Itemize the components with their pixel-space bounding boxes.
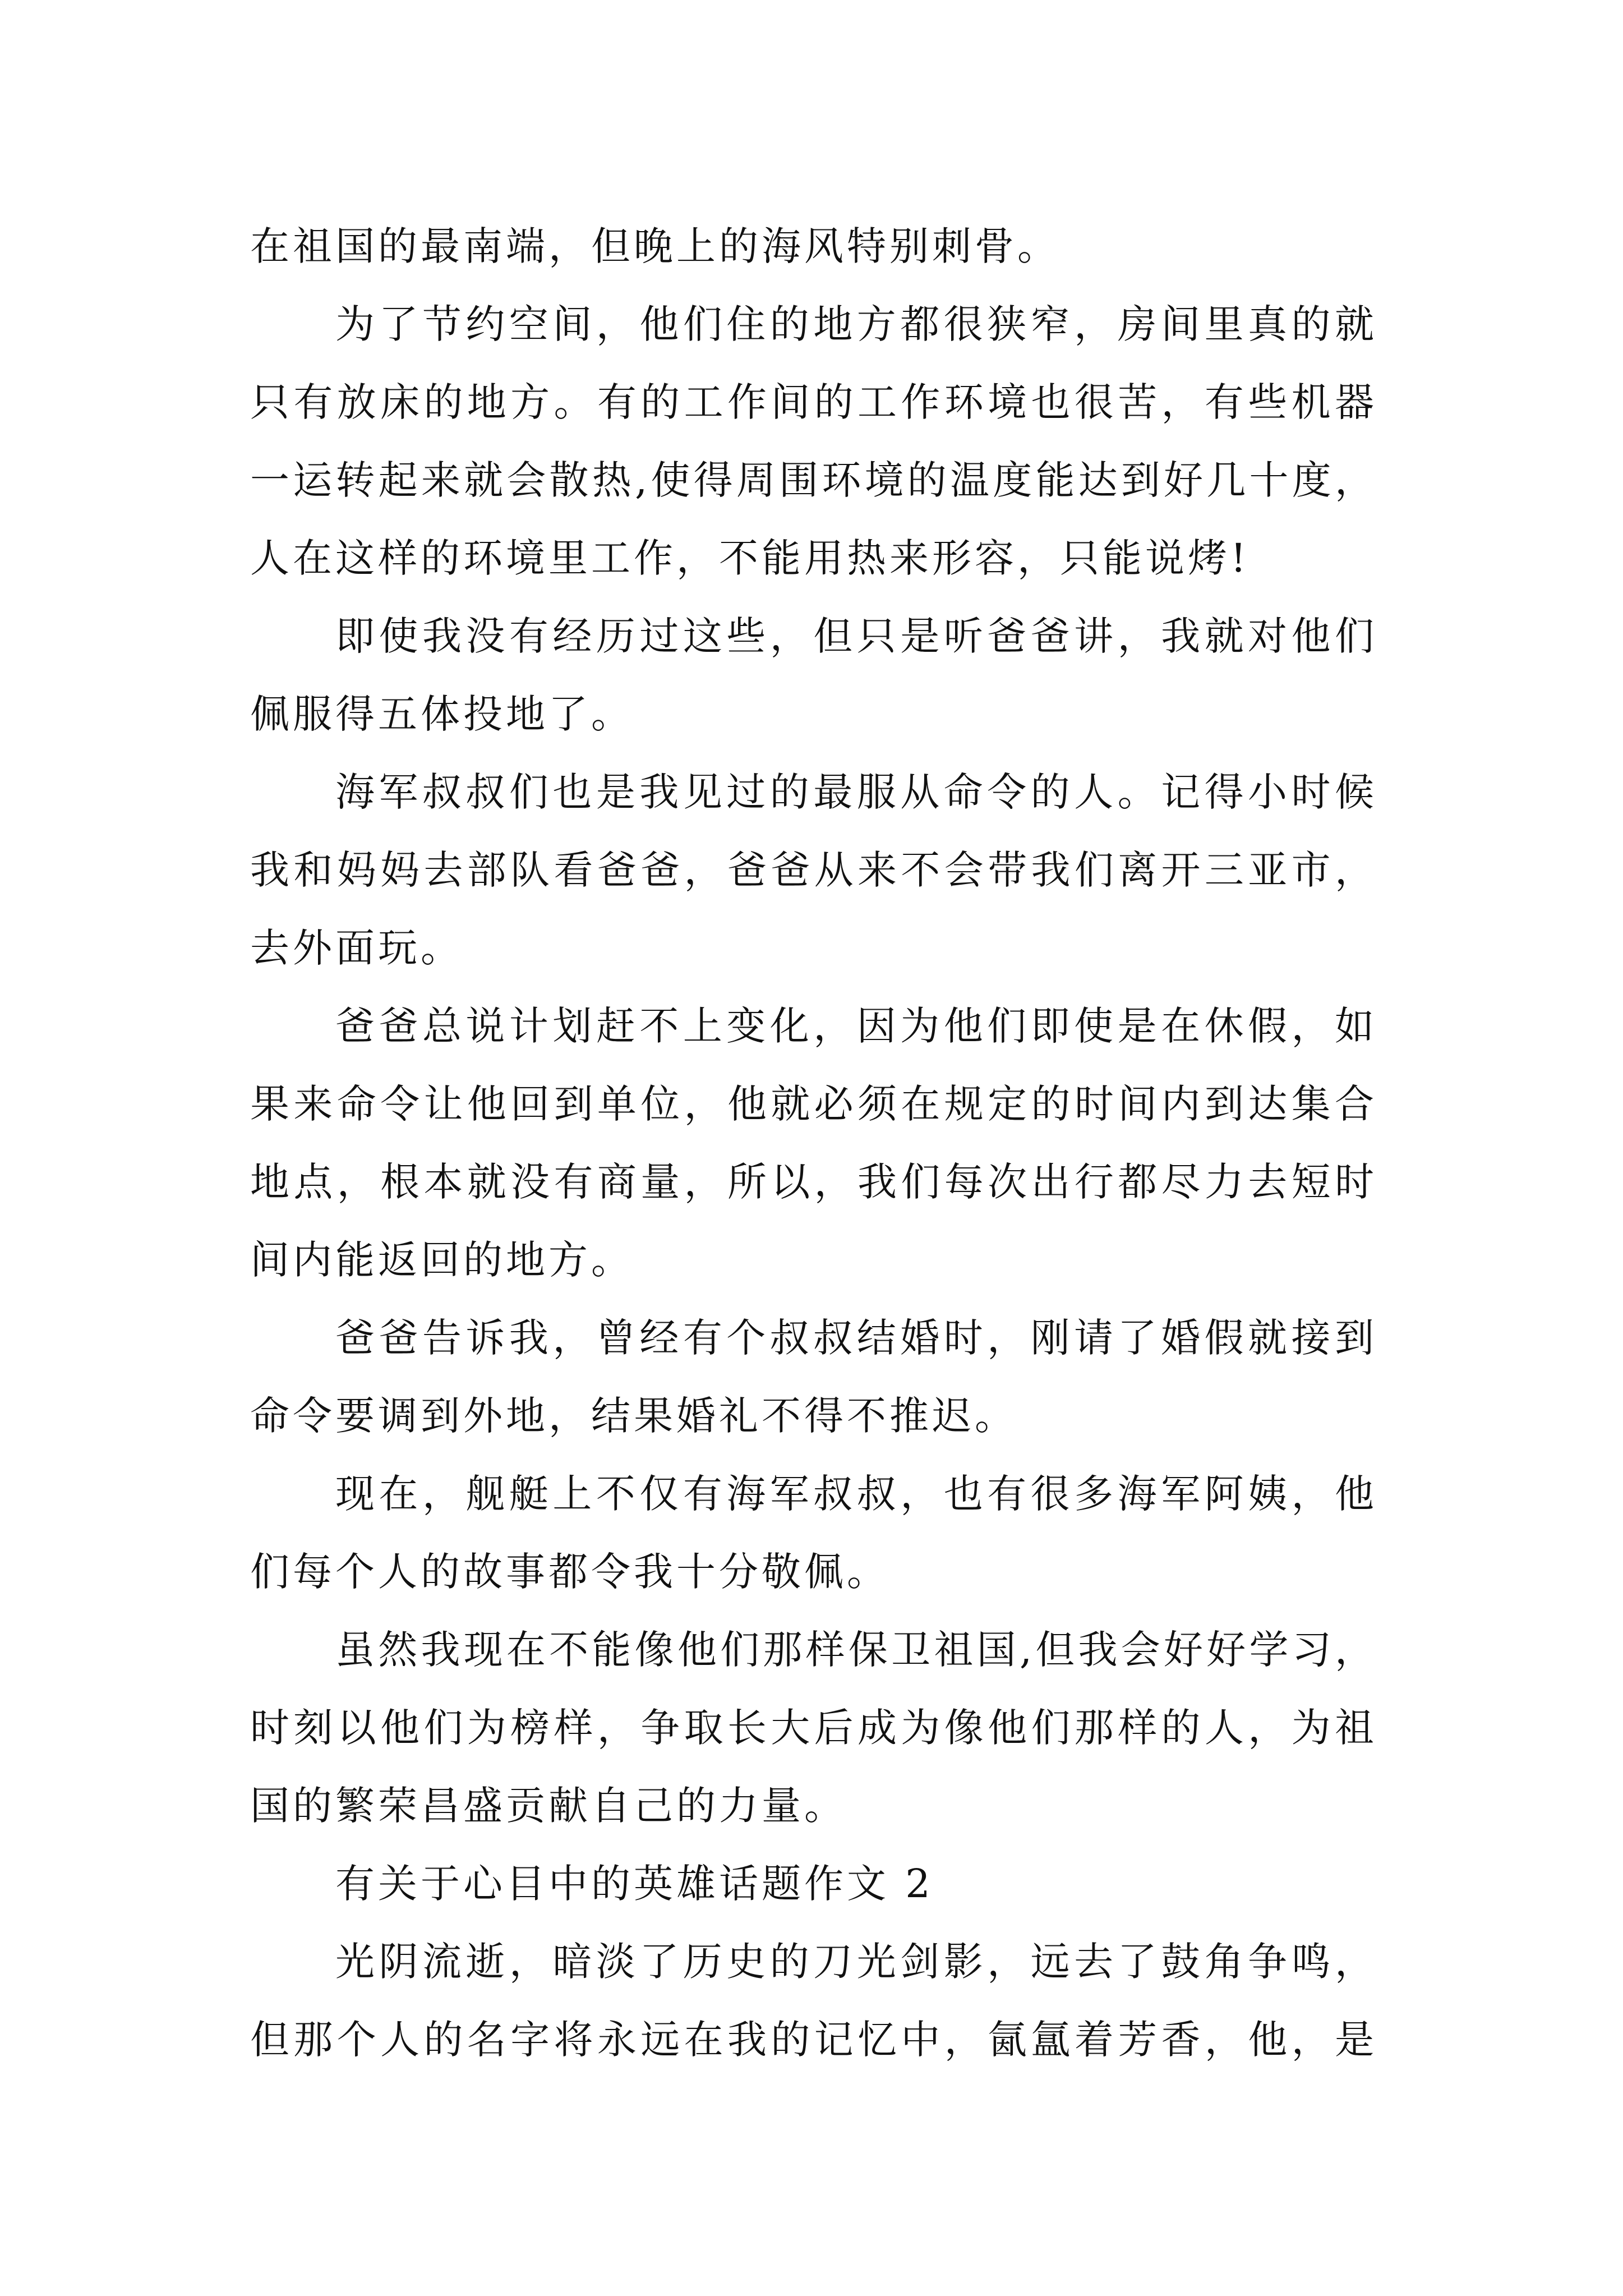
text-line: 只有放床的地方。有的工作间的工作环境也很苦，有些机器 xyxy=(250,379,1377,425)
text-line: 我和妈妈去部队看爸爸，爸爸从来不会带我们离开三亚市， xyxy=(250,847,1377,893)
paragraph xyxy=(250,208,1377,286)
text-line: 们每个人的故事都令我十分敬佩。 xyxy=(250,1549,889,1595)
text-line: 虽然我现在不能像他们那样保卫祖国,但我会好好学习， xyxy=(335,1627,1377,1673)
text-line: 国的繁荣昌盛贡献自己的力量。 xyxy=(250,1783,847,1829)
text-line: 一运转起来就会散热,使得周围环境的温度能达到好几十度， xyxy=(250,457,1377,503)
text-line: 即使我没有经历过这些，但只是听爸爸讲，我就对他们 xyxy=(335,613,1377,659)
text-line: 现在，舰艇上不仅有海军叔叔，也有很多海军阿姨，他 xyxy=(335,1471,1377,1517)
text-line: 佩服得五体投地了。 xyxy=(250,691,634,737)
text-line: 果来命令让他回到单位，他就必须在规定的时间内到达集合 xyxy=(250,1081,1377,1127)
text-line: 间内能返回的地方。 xyxy=(250,1237,634,1283)
paragraph xyxy=(250,1455,1377,1611)
paragraph xyxy=(250,286,1377,597)
text-line: 在祖国的最南端，但晚上的海风特别刺骨。 xyxy=(250,223,1060,269)
paragraph xyxy=(250,1923,1377,2079)
paragraph xyxy=(250,753,1377,987)
paragraph xyxy=(250,987,1377,1299)
text-line: 人在这样的环境里工作，不能用热来形容，只能说烤! xyxy=(250,535,1250,581)
text-line: 光阴流逝，暗淡了历史的刀光剑影，远去了鼓角争鸣， xyxy=(335,1939,1377,1985)
paragraph xyxy=(250,597,1377,753)
paragraph xyxy=(250,1299,1377,1455)
section-heading xyxy=(250,1845,1377,1923)
text-line: 去外面玩。 xyxy=(250,925,463,971)
text-line: 地点，根本就没有商量，所以，我们每次出行都尽力去短时 xyxy=(250,1159,1377,1205)
text-line: 命令要调到外地，结果婚礼不得不推迟。 xyxy=(250,1393,1017,1439)
document-body xyxy=(250,208,1377,2079)
heading-text: 有关于心目中的英雄话题作文 2 xyxy=(335,1861,934,1907)
paragraph xyxy=(250,1611,1377,1845)
text-line: 爸爸总说计划赶不上变化，因为他们即使是在休假，如 xyxy=(335,1003,1377,1049)
text-line: 但那个人的名字将永远在我的记忆中，氤氲着芳香，他，是 xyxy=(250,2017,1377,2063)
text-line: 爸爸告诉我，曾经有个叔叔结婚时，刚请了婚假就接到 xyxy=(335,1315,1377,1361)
text-line: 为了节约空间，他们住的地方都很狭窄，房间里真的就 xyxy=(335,301,1377,347)
text-line: 时刻以他们为榜样，争取长大后成为像他们那样的人，为祖 xyxy=(250,1705,1377,1751)
text-line: 海军叔叔们也是我见过的最服从命令的人。记得小时候 xyxy=(335,769,1377,815)
